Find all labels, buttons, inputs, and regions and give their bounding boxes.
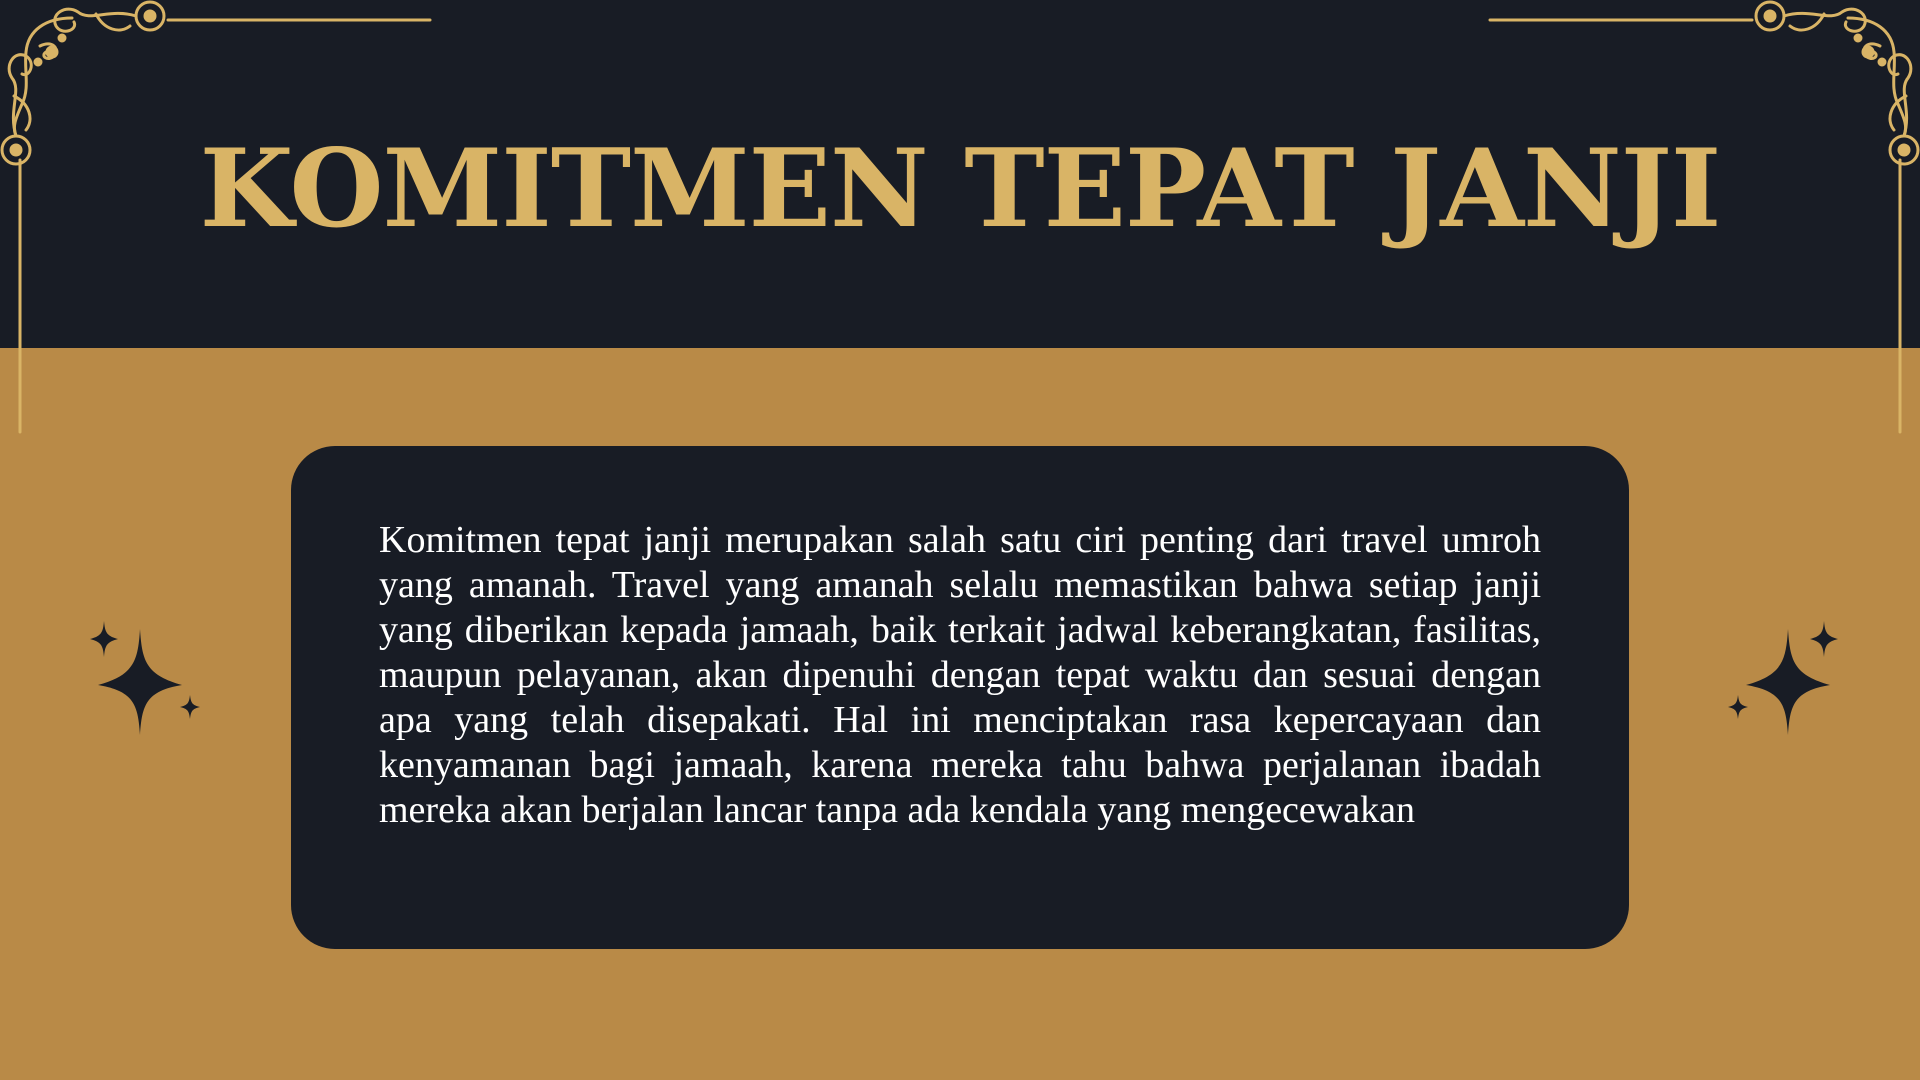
page-title: KOMITMEN TEPAT JANJI [199, 126, 1721, 252]
sparkle-right-icon [1720, 617, 1850, 747]
body-text: Komitmen tepat janji merupakan salah satu ciri penting dari travel umroh yang amanah. Travel yang amanah selalu memastikan bahwa setiap janji yang diberikan kepada jamaah, baik terkait jadwal keberangkatan, fasilitas, maupun pelayanan, akan dipenuhi dengan tepat waktu dan sesuai dengan apa yang telah disepakati. Hal ini menciptakan rasa kepercayaan dan kenyamanan bagi jamaah, karena mereka tahu bahwa perjalanan ibadah mereka akan berjalan lancar tanpa ada kendala yang mengecewakan [379, 519, 1541, 831]
sparkle-left-icon [78, 617, 208, 747]
content-card [291, 446, 1629, 949]
